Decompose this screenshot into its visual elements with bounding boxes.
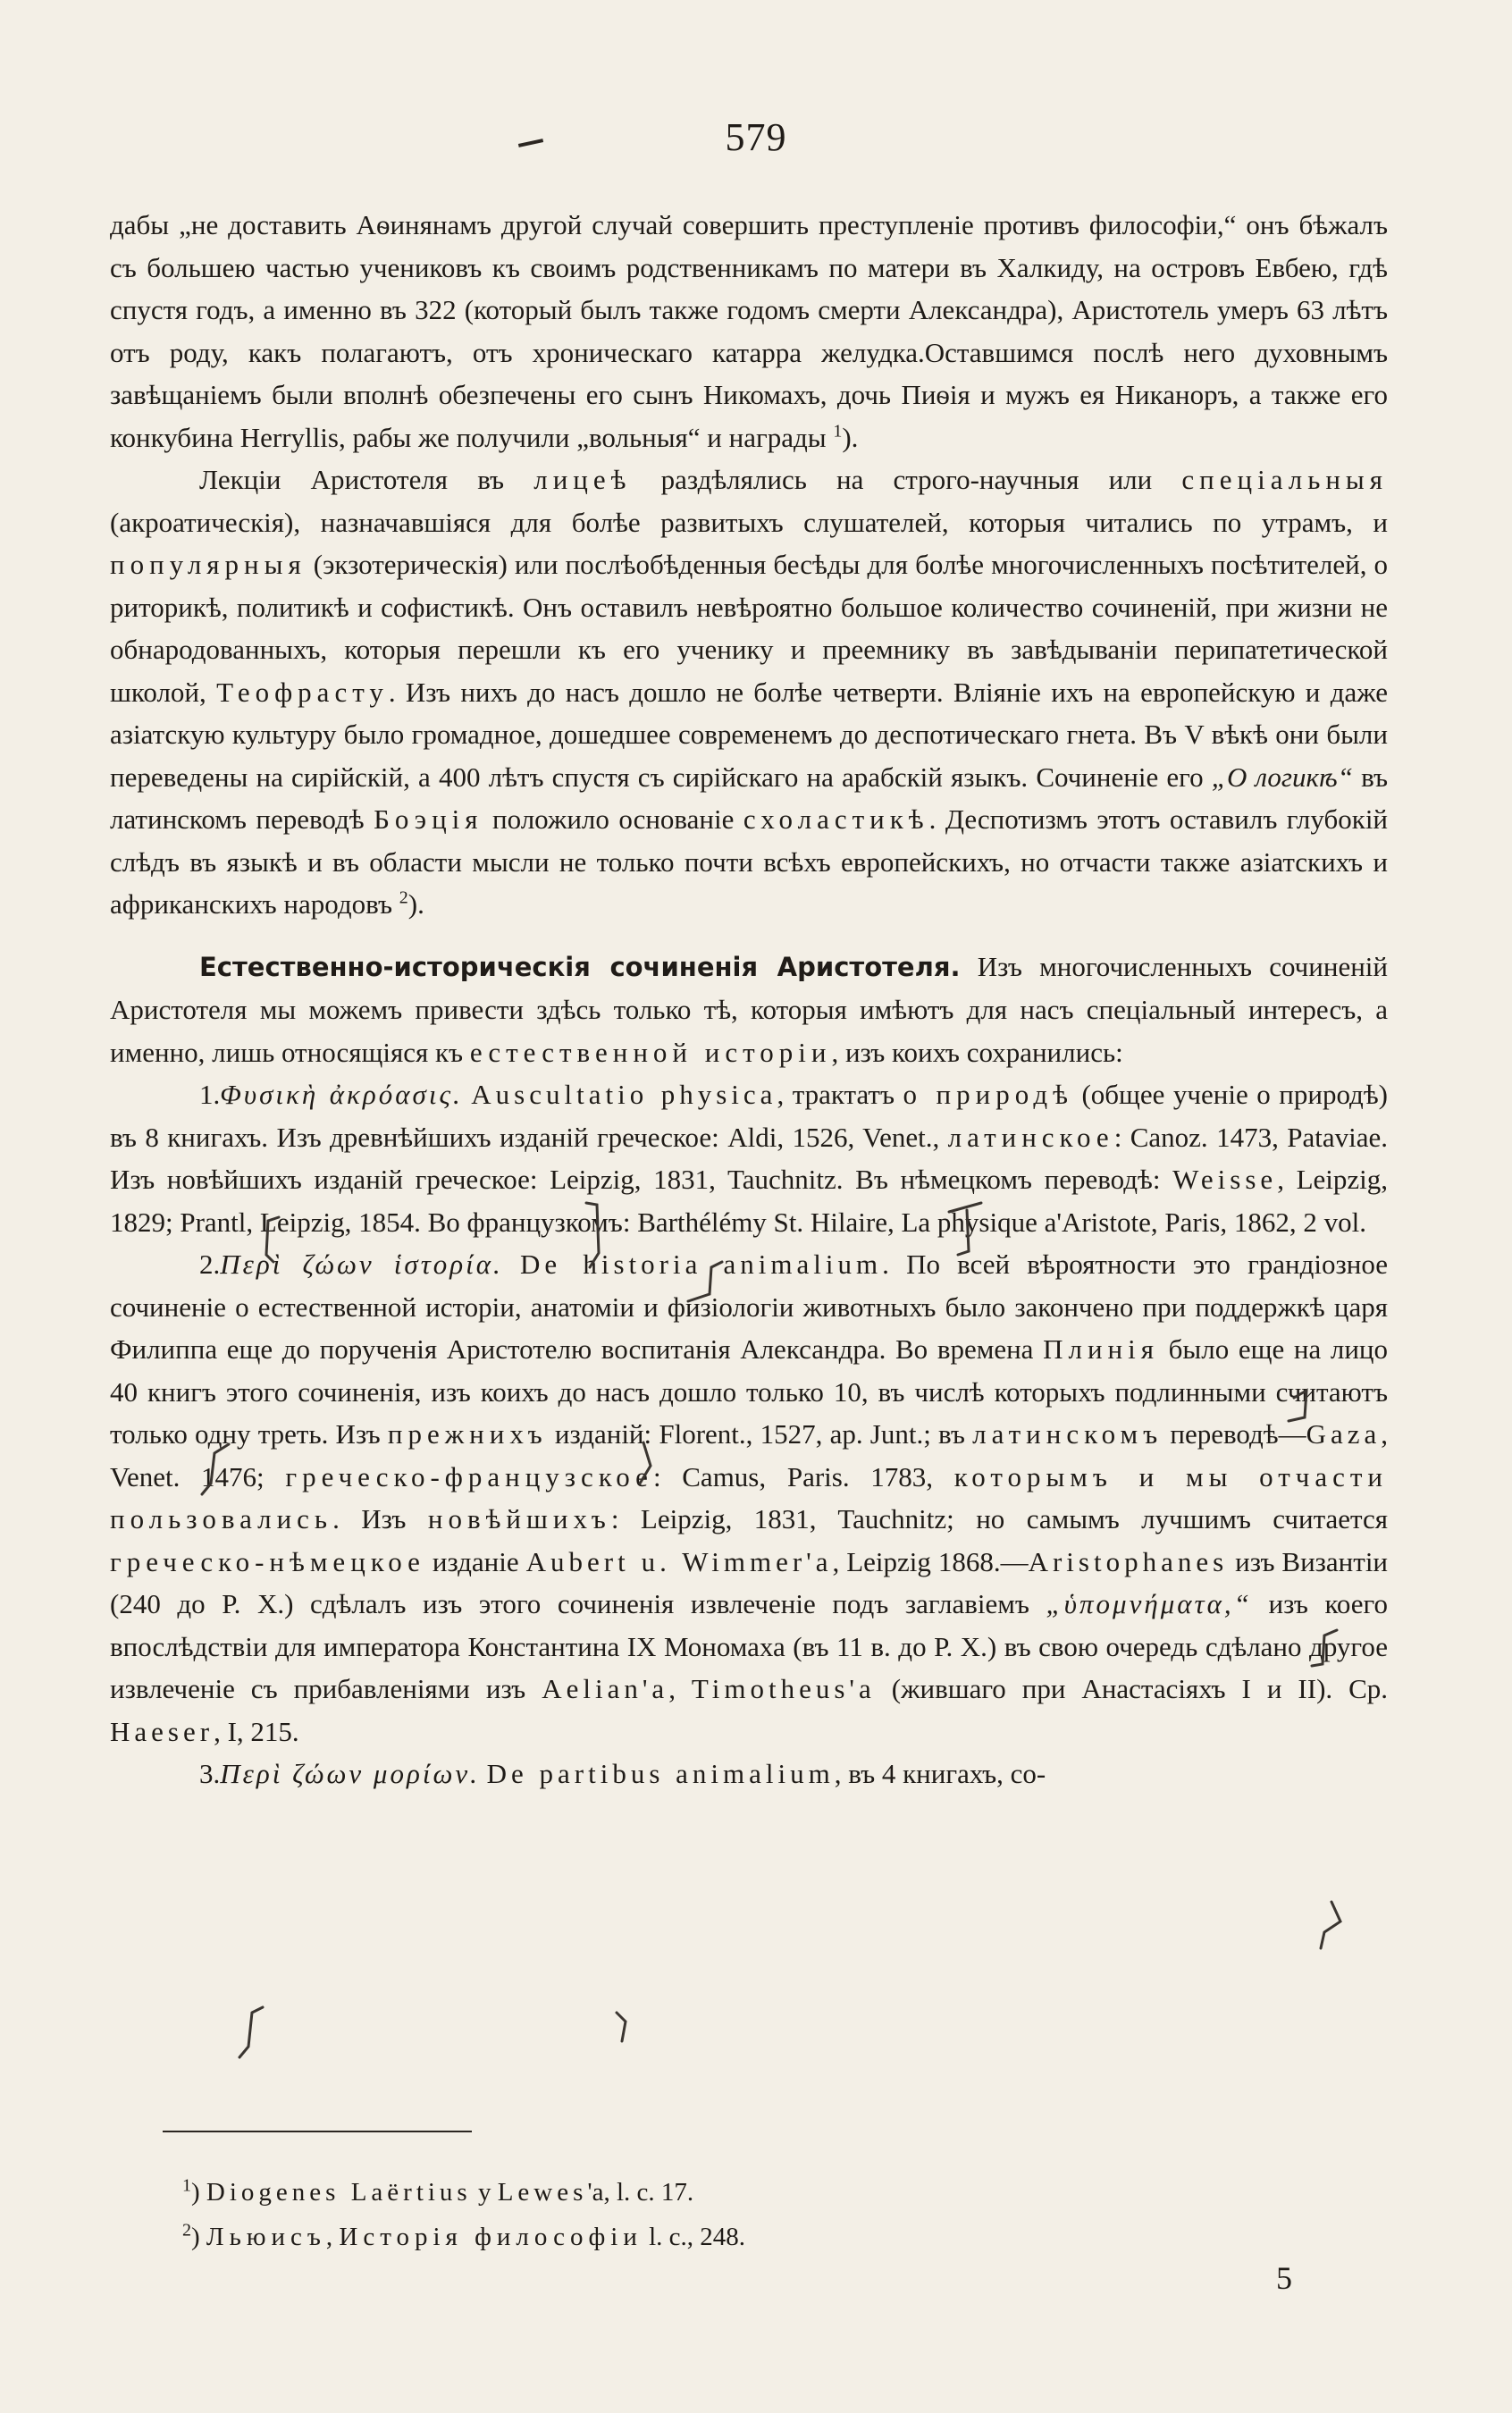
text-run: (экзотерическія) или послѣобѣденныя бесѣды для болѣе многочисленныхъ посѣтителей, о риторикѣ, политикѣ и софистикѣ. Онъ оставилъ невѣроятно большое количество сочиненій, при жизни не обнародованныхъ, которыя перешли къ его ученику и преемнику въ завѣдываніи перипатетической школой, — [110, 549, 1389, 708]
text-run: , изъ коихъ сохранились: — [831, 1036, 1123, 1068]
text-run: изданій: Florent., 1527, ap. Junt.; въ — [554, 1418, 965, 1450]
footnotes — [182, 2170, 1255, 2259]
text-run: , трактатъ — [777, 1079, 895, 1110]
text-run: переводѣ— — [1170, 1418, 1306, 1450]
spaced-term: лицеѣ — [533, 464, 632, 495]
text-run: положило основаніе — [492, 803, 735, 835]
footnote-mark-paren: ) — [191, 2178, 200, 2207]
text-run: , въ 4 книгахъ, со- — [834, 1758, 1046, 1789]
text-run: (общее ученіе о природѣ) въ 8 книгахъ. Изъ древнѣйшихъ изданій греческое: Aldi, 1526, Venet., — [110, 1079, 1388, 1153]
latin-title: De historia animalium — [520, 1249, 883, 1280]
footnote-mark: 2 — [182, 2220, 191, 2241]
pencil-bracket-left-3 — [239, 2007, 263, 2057]
text-run: : Canoz. 1473, Pataviae. Изъ новѣйшихъ изданій греческое: Leipzig, 1831, Tauchnitz. Въ нѣмецкомъ переводѣ: — [110, 1121, 1389, 1195]
spaced-term: Weisse — [1172, 1164, 1278, 1195]
text-run: было еще на лицо 40 книгъ этого сочиненія, изъ коихъ до насъ дошло только 10, въ числѣ которыхъ подлинными считаютъ только одну треть. Изъ — [110, 1333, 1389, 1450]
spaced-term: Timotheus'a — [691, 1673, 876, 1704]
list-number: 3. — [199, 1758, 221, 1789]
paragraph-end: ). — [842, 421, 859, 453]
spaced-term: греческо-французское — [285, 1460, 653, 1492]
footnote-author: Льюисъ — [206, 2223, 326, 2251]
spaced-term: схоластикѣ — [743, 803, 929, 835]
footnote-mark: 1 — [182, 2175, 191, 2196]
latin-title: Auscultatio physica — [471, 1079, 777, 1110]
page-number: 579 — [725, 115, 787, 159]
paragraph-historia-animalium — [110, 1243, 1388, 1753]
text-run: , — [668, 1673, 676, 1704]
text-run: , Leipzig, 1829; Prantl, Leipzig, 1854. Во французкомъ: Barthélémy St. Hilaire, La physique a'Aristote, Paris, 1862, 2 vol. — [110, 1164, 1389, 1238]
footnote-text: , — [325, 2223, 340, 2251]
spaced-term: латинскомъ — [972, 1418, 1163, 1450]
text-run: Лекціи Аристотеля въ — [199, 464, 505, 495]
text-run: . Изъ нихъ до насъ дошло не болѣе четверти. Вліяніе ихъ на европейскую и даже азіатскую культуру было громадное, дошедшее современемъ до деспотическаго гнета. Въ V вѣкѣ они были переведены на сирійскій, а 400 лѣтъ спустя съ сирійскаго на арабскій языкъ. Сочиненіе его — [110, 676, 1388, 793]
spaced-term: прежнихъ — [387, 1418, 548, 1450]
footnote-author: Lewes — [497, 2178, 588, 2207]
text-run: : Leipzig, 1831, Tauchnitz; но самымъ лучшимъ считается — [610, 1503, 1389, 1534]
footnote-mark-paren: ) — [191, 2223, 200, 2251]
footnote-text: l. c., 248. — [642, 2223, 746, 2251]
text-run: . Деспотизмъ этотъ оставилъ глубокій слѣдъ въ языкѣ и въ области мысли не только почти всѣхъ европейскихъ, но отчасти также азіатскихъ и африканскихъ народовъ — [110, 803, 1389, 920]
footnote-text: у — [471, 2178, 498, 2207]
footnote-title: Исторія философіи — [339, 2223, 643, 2251]
paragraph-end: ). — [407, 888, 424, 920]
text-run: : Camus, Paris. 1783, — [652, 1460, 934, 1492]
spaced-term: Gaza — [1306, 1418, 1382, 1450]
pencil-bracket-right-3 — [617, 2013, 626, 2041]
latin-title: De partibus animalium — [486, 1758, 835, 1789]
spaced-term: естественной исторіи — [469, 1036, 832, 1068]
text-run: . По всей вѣроятности это грандіозное сочиненіе о естественной исторіи, анатоміи и физіологіи животныхъ было закончено при поддержкѣ царя Филиппа еще до порученія Аристотелю воспитанія Александра. Во времена — [110, 1249, 1388, 1365]
text-run: въ латинскомъ переводѣ — [110, 761, 1389, 835]
text-run: Изъ многочисленныхъ сочиненій Аристотеля мы можемъ привести здѣсь только тѣ, которыя имѣютъ для насъ спеціальный интересъ, а именно, лишь относящіяся къ — [110, 950, 1389, 1068]
paragraph-natural-history-works — [110, 946, 1388, 1074]
spaced-term: греческо-нѣмецкое — [110, 1545, 425, 1577]
greek-title: Φυσικὴ ἀκρόασις. — [220, 1079, 463, 1110]
signature-mark: 5 — [1276, 2260, 1292, 2296]
spaced-term: Aelian'a — [542, 1673, 669, 1704]
spaced-term: о природѣ — [903, 1079, 1073, 1110]
spaced-term: Плинія — [1043, 1333, 1160, 1365]
text-run: (акроатическія), назначавшіяся для болѣе развитыхъ слушателей, которыя читались по утрамъ, и — [110, 506, 1388, 538]
text-run: , Leipzig 1868.— — [832, 1545, 1029, 1577]
text-run: изданіе — [432, 1545, 519, 1577]
spaced-term: популярныя — [110, 549, 307, 580]
list-number: 2. — [199, 1249, 221, 1280]
paragraph-text: дабы „не доставить Аѳинянамъ другой случай совершить преступленіе противъ философіи,“ онъ бѣжалъ съ большею частью учениковъ къ своимъ родственникамъ по матери въ Халкиду, на островъ Евбею, гдѣ спустя годъ, а именно въ 322 (который былъ также годомъ смерти Александра), Аристотель умеръ 63 лѣтъ отъ роду, какъ полагаютъ, отъ хроническаго катарра желудка.Оставшимся послѣ него духовнымъ завѣщаніемъ были вполнѣ обезпечены его сынъ Никомахъ, дочь Пиѳія и мужъ ея Никаноръ, а также его конкубина Herryllis, рабы же получили „вольныя“ и награды — [110, 209, 1388, 453]
header-dash-mark — [518, 139, 543, 147]
text-run: , I, 215. — [214, 1715, 299, 1747]
text-run: (жившаго при Анастасіяхъ I и II). Ср. — [891, 1673, 1389, 1704]
page-header — [0, 114, 1512, 160]
spaced-term: Боэція — [374, 803, 483, 835]
greek-title: Περὶ ζώων μορίων. — [220, 1758, 480, 1789]
footnote-2 — [182, 2215, 1255, 2259]
paragraph-physics — [110, 1073, 1388, 1243]
text-run: изъ Византіи (240 до Р. Х.) сдѣлалъ изъ этого сочиненія извлеченіе подъ заглавіемъ — [110, 1545, 1389, 1619]
spaced-term: Haeser — [110, 1715, 214, 1747]
paragraph-lectures — [110, 458, 1388, 926]
italic-title: „О логикѣ“ — [1211, 761, 1353, 793]
text-run: , Venet. 1476; — [110, 1418, 1389, 1492]
pencil-bracket-5 — [1321, 1902, 1340, 1948]
paragraph-death-of-aristotle — [110, 204, 1388, 458]
section-heading: Естественно-историческія сочиненія Аристотеля. — [199, 951, 961, 982]
footnote-ref-2: 2 — [399, 887, 408, 908]
spaced-term: Aristophanes — [1028, 1545, 1229, 1577]
footnote-author: Diogenes Laërtius — [206, 2178, 472, 2207]
greek-title: Περὶ ζώων ἱστορία. — [220, 1249, 503, 1280]
text-run: изъ коего впослѣдствіи для императора Константина IX Мономаха (въ 11 в. до Р. Х.) въ свою очередь сдѣлано другое извлеченіе съ прибавленіями изъ — [110, 1588, 1389, 1704]
spaced-term: которымъ и мы отчасти пользовались — [110, 1460, 1389, 1534]
greek-title: „ὑπομνήματα,“ — [1046, 1588, 1252, 1619]
spaced-term: Теофрасту — [216, 676, 389, 708]
list-number: 1. — [199, 1079, 221, 1110]
text-run: раздѣлялись на строго-научныя или — [660, 464, 1153, 495]
spaced-term: спеціальныя — [1181, 464, 1389, 495]
spaced-term: Aubert u. Wimmer'a — [525, 1545, 833, 1577]
footnote-text: 'a, l. c. 17. — [587, 2178, 694, 2207]
footnote-1 — [182, 2170, 1255, 2215]
paragraph-partibus-animalium — [110, 1753, 1388, 1795]
footnote-rule — [163, 2131, 472, 2132]
spaced-term: новѣйшихъ — [427, 1503, 611, 1534]
footnote-ref-1: 1 — [833, 421, 843, 441]
text-run: . Изъ — [332, 1503, 407, 1534]
main-text — [110, 204, 1388, 1795]
spaced-term: латинское — [947, 1121, 1114, 1153]
